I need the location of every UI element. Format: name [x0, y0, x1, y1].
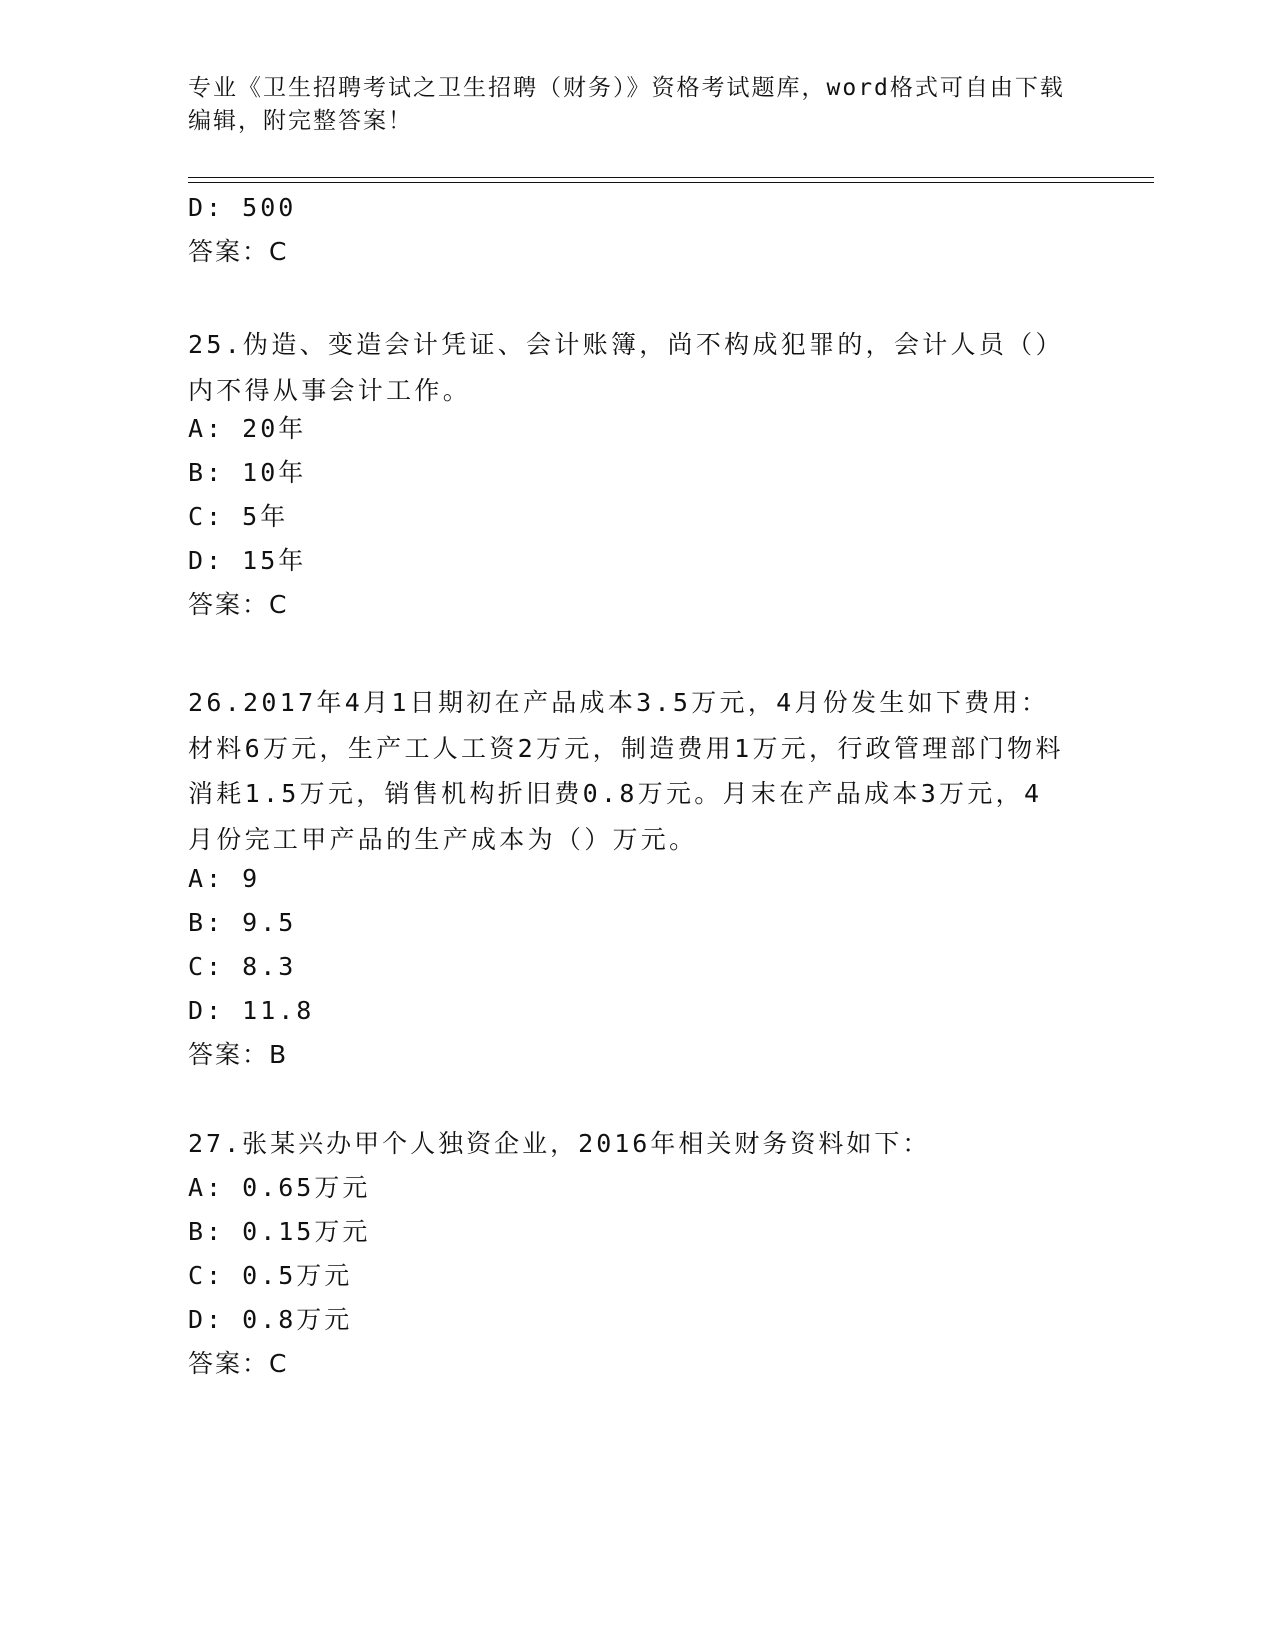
header-rule-top: [188, 177, 1154, 178]
question-26-option-a: A: 9: [188, 864, 261, 893]
question-26-option-d: D: 11.8: [188, 996, 315, 1025]
question-25-option-b: B: 10年: [188, 458, 307, 487]
question-25-option-d: D: 15年: [188, 546, 307, 575]
question-27-option-d: D: 0.8万元: [188, 1305, 353, 1334]
question-25-option-c: C: 5年: [188, 502, 289, 531]
question-26-option-c: C: 8.3: [188, 952, 297, 981]
question-25-option-a: A: 20年: [188, 414, 307, 443]
question-26-text: 26.2017年4月1日期初在产品成本3.5万元，4月份发生如下费用：材料6万元，生产工人工资2万元，制造费用1万元，行政管理部门物料消耗1.5万元，销售机构折旧费0.8万元。月末在产品成本3万元，4月份完工甲产品的生产成本为（）万元。: [188, 688, 1064, 854]
question-27-answer: 答案：C: [188, 1349, 289, 1378]
document-header: 专业《卫生招聘考试之卫生招聘（财务）》资格考试题库，word格式可自由下载编辑，附完整答案！: [188, 75, 1065, 134]
question-27-option-a: A: 0.65万元: [188, 1173, 371, 1202]
question-27-option-c: C: 0.5万元: [188, 1261, 353, 1290]
question-27-text: 27.张某兴办甲个人独资企业，2016年相关财务资料如下：: [188, 1129, 931, 1158]
question-26-option-b: B: 9.5: [188, 908, 297, 937]
header-rule-bottom: [188, 182, 1154, 183]
prev-option-d: D: 500: [188, 193, 297, 222]
question-25-text: 25.伪造、变造会计凭证、会计账簿，尚不构成犯罪的，会计人员（）内不得从事会计工作。: [188, 330, 1064, 405]
question-27-option-b: B: 0.15万元: [188, 1217, 371, 1246]
question-26-answer: 答案：B: [188, 1040, 289, 1069]
question-25-answer: 答案：C: [188, 590, 289, 619]
prev-answer: 答案：C: [188, 237, 289, 266]
